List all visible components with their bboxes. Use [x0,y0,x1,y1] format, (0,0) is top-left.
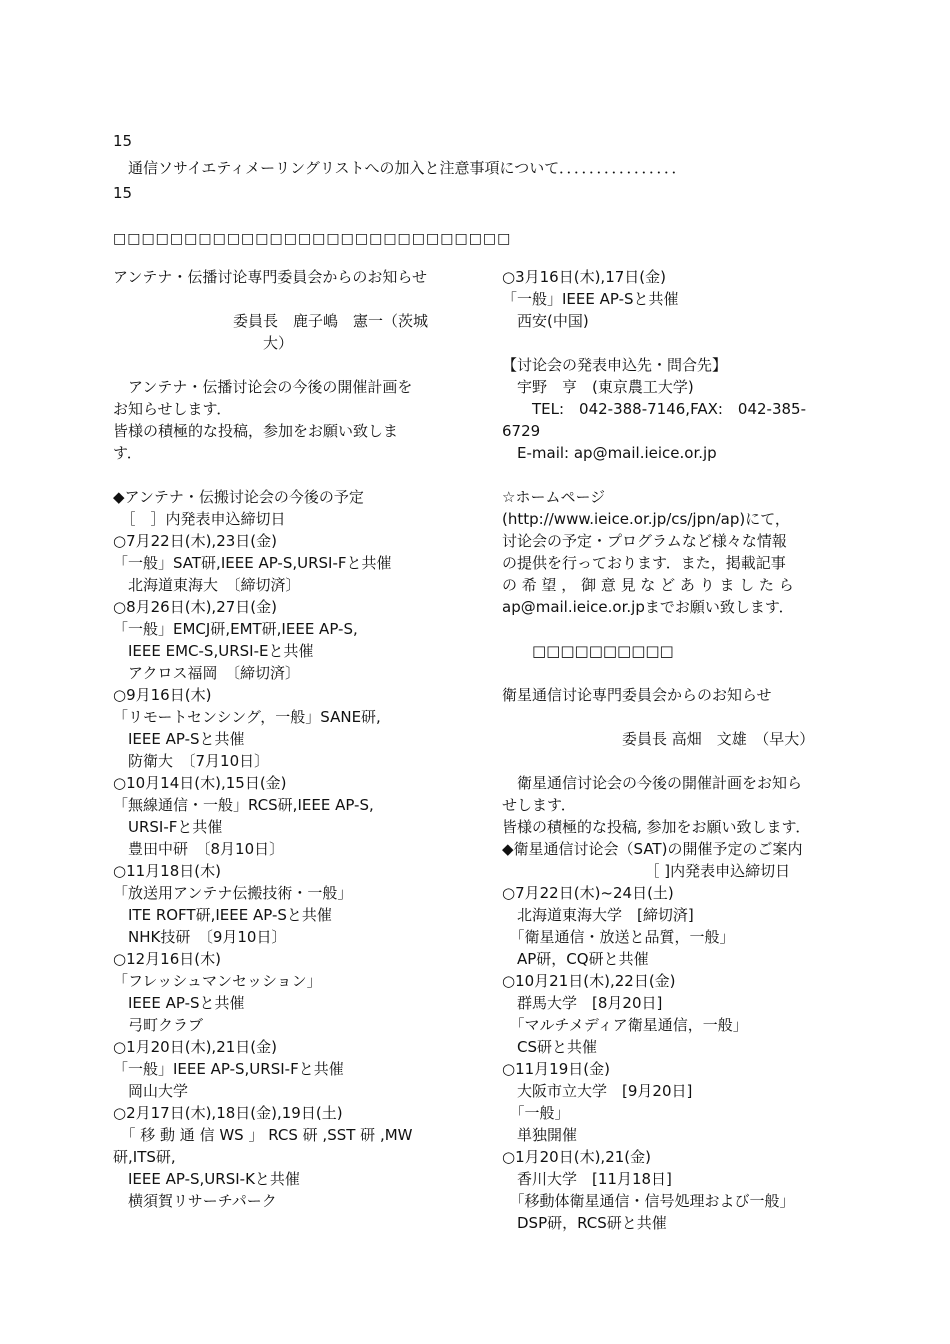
right-column-line [502,750,842,772]
right-column-line: DSP研，RCS研と共催 [502,1214,667,1232]
left-column-line: 「一般」SAT研,IEEE AP-S,URSI-Fと共催 [113,554,392,572]
left-column-line: 北海道東海大 〔締切済〕 [113,576,301,594]
left-column-line: 岡山大学 [113,1082,189,1100]
left-column-line: アンテナ・伝播讨论会の今後の開催計画を [113,378,413,396]
right-column-line: CS研と共催 [502,1038,597,1056]
left-column-line: IEEE AP-Sと共催 [113,994,245,1012]
right-column-line: 「移動体衛星通信・信号処理および一般」 [502,1192,795,1210]
left-column-line: 「フレッシュマンセッション」 [113,972,322,990]
right-column-line: □□□□□□□□□□ [502,642,674,660]
right-column-line: 宇野 亨 (東京農工大学) [502,378,694,396]
left-column-line: す． [113,444,142,462]
left-column-line: 研,ITS研, [113,1148,176,1166]
right-column-line: 大阪市立大学 [9月20日] [502,1082,693,1100]
page-number-toc: 15 [113,184,133,202]
right-column-line: ☆ホームページ [502,488,606,506]
right-column-line: AP研，CQ研と共催 [502,950,649,968]
right-column-line: 北海道東海大学 [締切済] [502,906,694,924]
right-column-line: 西安(中国) [502,312,589,330]
right-column-line: 讨论会の予定・プログラムなど様々な情報 [502,532,787,550]
left-column-line: 豊田中研 〔8月10日〕 [113,840,285,858]
left-column-line: 弓町クラブ [113,1016,204,1034]
right-column-line: 衛星通信讨论会の今後の開催計画をお知ら [502,774,803,792]
left-column-line: ○10月14日(木),15日(金) [113,774,287,792]
left-column-line: ［ ］内発表申込締切日 [113,510,286,528]
left-column [113,266,453,1212]
left-column-line: ○12月16日(木) [113,950,221,968]
page-number-top: 15 [113,132,133,150]
left-column-line: ○11月18日(木) [113,862,221,880]
right-column-line: 群馬大学 [8月20日] [502,994,663,1012]
right-column-line: 単独開催 [502,1126,578,1144]
right-column-line: ○10月21日(木),22日(金) [502,972,676,990]
right-column-line: 委員長 高畑 文雄 （早大） [502,730,815,748]
right-column-line [502,332,842,354]
left-column-line: 横須賀リサーチパーク [113,1192,277,1210]
right-column-line: 香川大学 [11月18日] [502,1170,672,1188]
left-column-line [113,288,453,310]
left-column-line: 防衛大 〔7月10日〕 [113,752,270,770]
box-separator-row: □□□□□□□□□□□□□□□□□□□□□□□□□□□□ [113,231,512,247]
right-column-line [502,706,842,728]
left-column-line: アンテナ・伝播讨论専門委員会からのお知らせ [113,268,427,286]
left-column-line: URSI-Fと共催 [113,818,223,836]
right-column-line: 皆様の積極的な投稿, 参加をお願い致します． [502,818,811,836]
right-column-line: の提供を行っております．また，掲載記事 [502,554,786,572]
right-column-line [502,618,842,640]
right-column-line: せします． [502,796,576,814]
left-column-line: 「リモートセンシング，一般」SANE研, [113,708,381,726]
left-column-line: ○9月16日(木) [113,686,212,704]
left-column-line: ◆アンテナ・伝搬讨论会の今後の予定 [113,488,364,506]
right-column-line: ［ ]内発表申込締切日 [502,862,791,880]
right-column-line: の 希 望 ， 御 意 見 な ど あ り ま し た ら [502,576,794,594]
right-column-line: TEL: 042-388-7146,FAX: 042-385- [502,400,807,418]
right-column-line: 【讨论会の発表申込先・問合先】 [502,356,728,374]
left-column-line: 委員長 鹿子嶋 憲一（茨城 [113,312,429,330]
left-column-line: 「一般」IEEE AP-S,URSI-Fと共催 [113,1060,344,1078]
left-column-line: ○8月26日(木),27日(金) [113,598,277,616]
left-column-line: 「無線通信・一般」RCS研,IEEE AP-S, [113,796,374,814]
right-column-line: ○11月19日(金) [502,1060,610,1078]
right-column-line: ○7月22日(木)~24日(土) [502,884,674,902]
right-column-line: 「衛星通信・放送と品質，一般」 [502,928,735,946]
right-column-line: 6729 [502,422,541,440]
left-column-line: ○1月20日(木),21日(金) [113,1038,277,1056]
left-column-line: 「一般」EMCJ研,EMT研,IEEE AP-S, [113,620,358,638]
left-column-line: 「放送用アンテナ伝搬技術・一般」 [113,884,353,902]
left-column-line: ITE ROFT研,IEEE AP-Sと共催 [113,906,332,924]
left-column-line: ○7月22日(木),23日(金) [113,532,277,550]
right-column [502,266,842,1234]
right-column-line: 「マルチメディア衛星通信，一般」 [502,1016,748,1034]
left-column-line: 皆様の積極的な投稿，参加をお願い致しま [113,422,399,440]
right-column-line: 衛星通信讨论専門委員会からのお知らせ [502,686,772,704]
left-column-line [113,354,453,376]
left-column-line: 大） [113,334,294,352]
left-column-line: IEEE AP-S,URSI-Kと共催 [113,1170,300,1188]
right-column-line: ◆衛星通信讨论会（SAT)の開催予定のご案内 [502,840,803,858]
left-column-line: アクロス福岡 〔締切済〕 [113,664,301,682]
left-column-line: お知らせします． [113,400,232,418]
left-column-line: NHK技研 〔9月10日〕 [113,928,287,946]
left-column-line: ○2月17日(木),18日(金),19日(土) [113,1104,343,1122]
toc-entry: 通信ソサイエティメーリングリストへの加入と注意事項について．．．．．．．．．．．．．．．． [113,159,687,177]
right-column-line: ○3月16日(木),17日(金) [502,268,666,286]
right-column-line: 「一般」IEEE AP-Sと共催 [502,290,679,308]
right-column-line: (http://www.ieice.or.jp/cs/jpn/ap)にて， [502,510,790,528]
left-column-line: IEEE EMC-S,URSI-Eと共催 [113,642,314,660]
right-column-line: E-mail: ap@mail.ieice.or.jp [502,444,717,462]
left-column-line [113,464,453,486]
right-column-line: 「一般」 [502,1104,570,1122]
right-column-line [502,662,842,684]
right-column-line: ○1月20日(木),21(金) [502,1148,651,1166]
right-column-line: ap@mail.ieice.or.jpまでお願い致します． [502,598,794,616]
right-column-line [502,464,842,486]
left-column-line: IEEE AP-Sと共催 [113,730,245,748]
left-column-line: 「 移 動 通 信 WS 」 RCS 研 ,SST 研 ,MW [113,1126,413,1144]
